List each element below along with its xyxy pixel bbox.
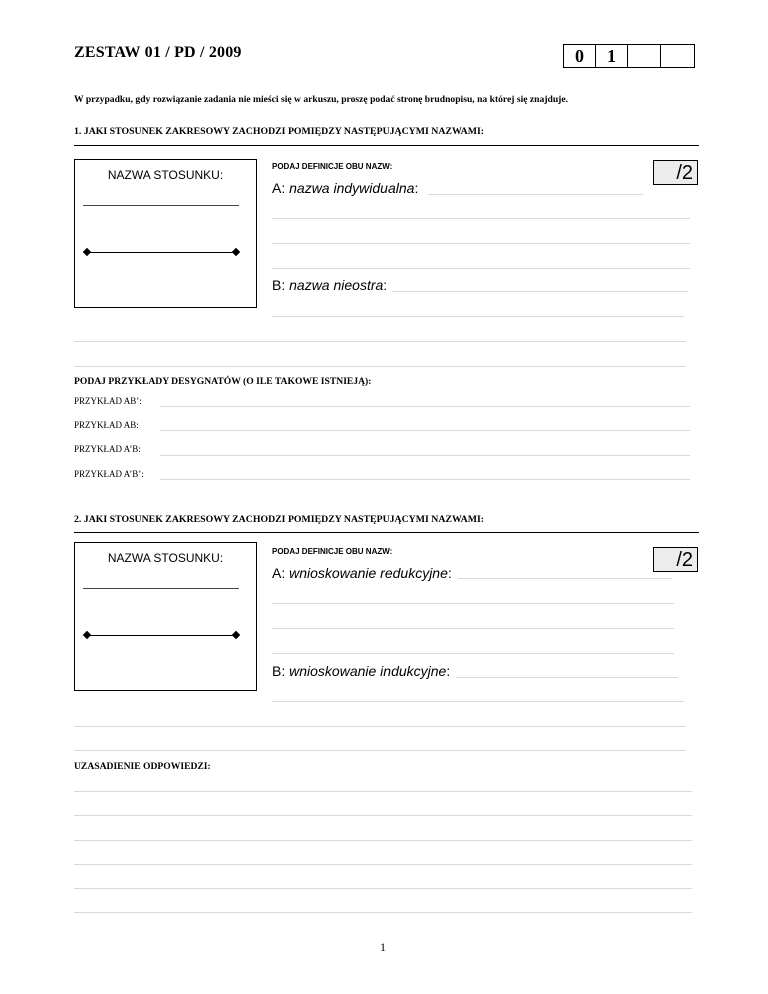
relation-axis	[87, 635, 237, 636]
relation-label: NAZWA STOSUNKU:	[107, 168, 224, 182]
page-number: 1	[380, 940, 386, 954]
example-a-prime-b-label: PRZYKŁAD A’B:	[74, 444, 141, 454]
definition-b-prefix: B:	[272, 663, 290, 679]
relation-label: NAZWA STOSUNKU:	[107, 551, 224, 565]
relation-axis	[87, 252, 237, 253]
divider	[74, 532, 699, 533]
code-cell	[628, 45, 661, 67]
axis-point	[232, 248, 240, 256]
definition-a: A: wnioskowanie redukcyjne:	[272, 565, 452, 581]
score-box: /2	[653, 160, 698, 185]
definition-b-term: nazwa nieostra	[289, 277, 384, 293]
question-1-title: 1. JAKI STOSUNEK ZAKRESOWY ZACHODZI POMIĘDZY NASTĘPUJĄCYMI NAZWAMI:	[74, 126, 485, 137]
code-cell	[661, 45, 694, 67]
answer-line[interactable]	[392, 291, 688, 292]
answer-line[interactable]	[74, 840, 692, 841]
score-box: /2	[653, 547, 698, 572]
answer-line[interactable]	[272, 628, 674, 629]
answer-line[interactable]	[74, 864, 692, 865]
page-title: ZESTAW 01 / PD / 2009	[74, 44, 242, 61]
definition-b: B: wnioskowanie indukcyjne:	[272, 663, 451, 679]
code-box	[563, 44, 695, 68]
definition-a-term: nazwa indywidualna	[289, 180, 415, 196]
answer-line[interactable]	[272, 701, 684, 702]
answer-line[interactable]	[272, 268, 690, 269]
example-ab-prime-label: PRZYKŁAD AB’:	[74, 396, 142, 406]
code-cell: 1	[596, 45, 628, 67]
relation-answer-line[interactable]	[83, 205, 239, 206]
relation-answer-line[interactable]	[83, 588, 239, 589]
axis-point	[83, 631, 91, 639]
code-cell: 0	[564, 45, 596, 67]
answer-line[interactable]	[74, 888, 692, 889]
example-a-prime-b-prime-label: PRZYKŁAD A’B’:	[74, 469, 144, 479]
answer-line[interactable]	[456, 677, 678, 678]
answer-line[interactable]	[160, 479, 690, 480]
answer-line[interactable]	[160, 455, 690, 456]
answer-line[interactable]	[272, 316, 684, 317]
answer-line[interactable]	[74, 750, 686, 751]
answer-line[interactable]	[74, 815, 692, 816]
answer-line[interactable]	[74, 912, 692, 913]
answer-line[interactable]	[272, 218, 690, 219]
definition-a-term: wnioskowanie redukcyjne	[289, 565, 448, 581]
answer-line[interactable]	[272, 243, 690, 244]
definitions-label: PODAJ DEFINICJE OBU NAZW:	[272, 547, 393, 556]
answer-line[interactable]	[458, 578, 672, 579]
definition-b-term: wnioskowanie indukcyjne	[289, 663, 447, 679]
instruction-note: W przypadku, gdy rozwiązanie zadania nie mieści się w arkuszu, proszę podać stronę brudnopisu, na której się znajduje.	[74, 94, 569, 105]
answer-line[interactable]	[74, 366, 686, 367]
question-2-title: 2. JAKI STOSUNEK ZAKRESOWY ZACHODZI POMIĘDZY NASTĘPUJĄCYMI NAZWAMI:	[74, 514, 485, 525]
axis-point	[232, 631, 240, 639]
definition-b-prefix: B:	[272, 277, 290, 293]
answer-line[interactable]	[160, 406, 690, 407]
answer-line[interactable]	[74, 791, 692, 792]
definitions-label: PODAJ DEFINICJE OBU NAZW:	[272, 162, 393, 171]
divider	[74, 145, 699, 146]
justification-label: UZASADIENIE ODPOWIEDZI:	[74, 761, 211, 772]
relation-box	[74, 159, 257, 308]
axis-point	[83, 248, 91, 256]
answer-line[interactable]	[272, 653, 674, 654]
definition-a: A: nazwa indywidualna:	[272, 180, 419, 196]
answer-line[interactable]	[74, 341, 686, 342]
examples-label: PODAJ PRZYKŁADY DESYGNATÓW (O ILE TAKOWE ISTNIEJĄ):	[74, 376, 372, 387]
answer-line[interactable]	[160, 430, 690, 431]
answer-line[interactable]	[428, 194, 643, 195]
definition-a-prefix: A:	[272, 565, 290, 581]
answer-line[interactable]	[272, 603, 674, 604]
answer-line[interactable]	[74, 726, 686, 727]
definition-a-prefix: A:	[272, 180, 290, 196]
relation-box	[74, 542, 257, 691]
definition-b: B: nazwa nieostra:	[272, 277, 388, 293]
example-ab-label: PRZYKŁAD AB:	[74, 420, 139, 430]
